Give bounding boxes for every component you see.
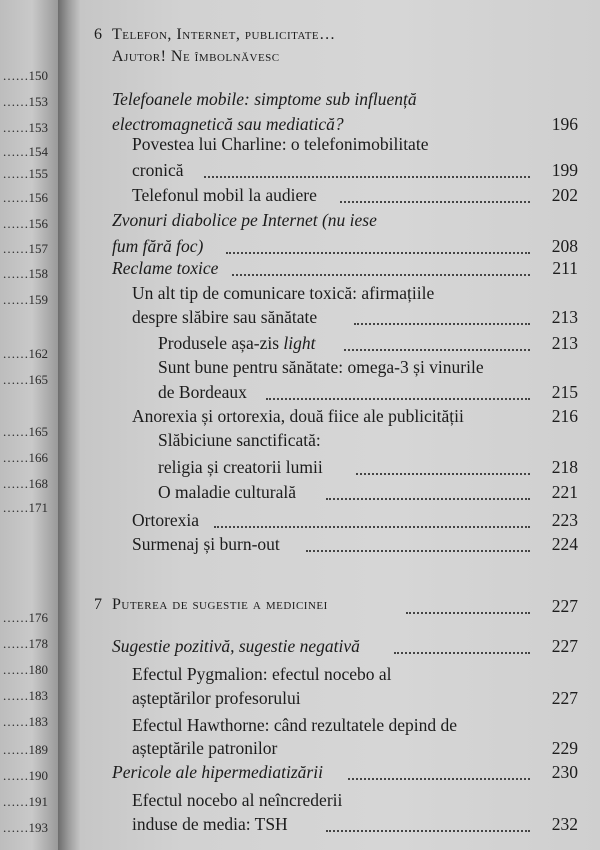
left-page-number: ……189 [2, 742, 48, 757]
left-page-number-value: 193 [28, 820, 48, 835]
toc-entry-page: 213 [551, 307, 578, 327]
book-gutter [58, 0, 80, 850]
left-page-number-value: 156 [28, 216, 48, 231]
toc-entry-page: 213 [551, 333, 578, 353]
left-page-number: ……193 [2, 820, 48, 835]
left-page-number: ……165 [2, 372, 48, 387]
dot-leader [326, 828, 530, 832]
left-page-number: ……168 [2, 476, 48, 491]
toc-entry-page: 224 [551, 534, 578, 554]
dot-leader [204, 174, 530, 178]
left-page-number: ……178 [2, 636, 48, 651]
left-page-number: ……153 [2, 120, 48, 135]
toc-entry [94, 790, 578, 812]
left-page-number-value: 168 [28, 476, 48, 491]
left-page-number: ……150 [2, 68, 48, 83]
toc-entry-page: 223 [551, 510, 578, 530]
toc-entry [94, 283, 578, 305]
toc-entry [94, 457, 578, 479]
toc-entry [94, 430, 578, 452]
chapter-page: 227 [551, 596, 578, 616]
left-page-number: ……157 [2, 241, 48, 256]
toc-entry-page: 196 [551, 114, 578, 134]
toc-entry-text [158, 333, 315, 354]
toc-entry-page: 218 [551, 457, 578, 477]
left-page-number: ……190 [2, 768, 48, 783]
dot-leader [356, 471, 530, 475]
left-page-number: ……165 [2, 424, 48, 439]
dot-leader [232, 272, 530, 276]
left-page-number-value: 157 [28, 241, 48, 256]
toc-entry-text: Ortorexia [132, 510, 200, 530]
left-page-number-value: 154 [28, 144, 48, 159]
left-page-number-value: 150 [28, 68, 48, 83]
toc-entry-page: 227 [551, 688, 578, 708]
toc-entry-text: Reclame toxice [112, 258, 219, 278]
toc-entry-page: 216 [551, 406, 578, 426]
toc-entry-text-italic: light [283, 333, 316, 353]
toc-entry-page: 232 [551, 814, 578, 834]
toc-entry-text: Sunt bune pentru sănătate: omega-3 și vinurile [158, 357, 484, 377]
left-page-number-value: 158 [28, 266, 48, 281]
toc-entry [94, 482, 578, 504]
toc-entry-text: Efectul Pygmalion: efectul nocebo al [132, 664, 392, 684]
toc-entry-page: 230 [551, 762, 578, 782]
dot-leader [354, 321, 530, 325]
left-page-number: ……176 [2, 610, 48, 625]
toc-entry [94, 160, 578, 182]
chapter-title: Puterea de sugestie a medicinei [112, 596, 328, 613]
toc-entry [94, 510, 578, 532]
toc-entry-text: Telefoanele mobile: simptome sub influență [112, 89, 417, 109]
toc-entry [94, 664, 578, 686]
toc-entry-text: Povestea lui Charline: o telefonimobilitate [132, 134, 429, 154]
dot-leader [326, 496, 530, 500]
dot-leader [406, 610, 530, 614]
left-page-number: ……171 [2, 500, 48, 515]
toc-entry [94, 814, 578, 836]
toc-entry-text: Un alt tip de comunicare toxică: afirmațiile [132, 283, 435, 303]
toc-entry-text-regular: Produsele așa-zis [158, 333, 284, 353]
left-page-number: ……183 [2, 714, 48, 729]
dot-leader [394, 650, 530, 654]
toc-entry-text: așteptărilor profesorului [132, 688, 301, 708]
toc-entry [94, 357, 578, 379]
left-page-number: ……191 [2, 794, 48, 809]
toc-entry-text: Efectul Hawthorne: când rezultatele depind de [132, 715, 458, 735]
toc-entry [94, 636, 578, 658]
chapter-number: 7 [94, 596, 102, 613]
toc-entry-text: fum fără foc) [112, 236, 204, 256]
left-page-number-value: 178 [28, 636, 48, 651]
left-page-number-value: 162 [28, 346, 48, 361]
toc-entry-text: Efectul nocebo al neîncrederii [132, 790, 343, 810]
toc-entry-page: 229 [551, 738, 578, 758]
toc-entry [94, 134, 578, 156]
toc-entry-page: 227 [551, 636, 578, 656]
left-page-number-value: 183 [28, 688, 48, 703]
toc-entry-text: Telefonul mobil la audiere [132, 185, 317, 205]
dot-leader [226, 250, 530, 254]
chapter-title-line-2: Ajutor! Ne îmbolnăvesc [112, 48, 280, 65]
left-page-number-value: 153 [28, 94, 48, 109]
left-page-number-value: 180 [28, 662, 48, 677]
left-page-number-value: 171 [28, 500, 48, 515]
dot-leader [348, 776, 530, 780]
dot-leader [214, 524, 530, 528]
dot-leader [344, 347, 530, 351]
dot-leader [266, 396, 530, 400]
toc-entry-text: induse de media: TSH [132, 814, 288, 834]
left-page-number-value: 153 [28, 120, 48, 135]
toc-entry-text: cronică [132, 160, 184, 180]
left-page-number-value: 159 [28, 292, 48, 307]
toc-entry-page: 215 [551, 382, 578, 402]
left-page-number-value: 176 [28, 610, 48, 625]
left-page-number-value: 165 [28, 372, 48, 387]
toc-entry [94, 236, 578, 258]
toc-entry-text: O maladie culturală [158, 482, 296, 502]
toc-entry-text: de Bordeaux [158, 382, 247, 402]
left-page-number: ……166 [2, 450, 48, 465]
chapter-title-line-1: Telefon, Internet, publicitate… [112, 26, 336, 43]
toc-entry-text: Sugestie pozitivă, sugestie negativă [112, 636, 360, 656]
left-page-number-value: 156 [28, 190, 48, 205]
left-page-number: ……183 [2, 688, 48, 703]
toc-entry [94, 738, 578, 760]
left-page-number-value: 165 [28, 424, 48, 439]
toc-entry [94, 715, 578, 737]
chapter-7-heading [94, 596, 578, 618]
toc-entry-page: 199 [551, 160, 578, 180]
left-page-edge [0, 0, 58, 850]
left-page-number-value: 183 [28, 714, 48, 729]
left-page-number: ……159 [2, 292, 48, 307]
left-page-number-value: 166 [28, 450, 48, 465]
toc-entry-page: 211 [552, 258, 578, 278]
toc-entry-page: 202 [551, 185, 578, 205]
toc-entry [94, 210, 578, 232]
toc-entry-text: Anorexia și ortorexia, două fiice ale publicității [132, 406, 464, 426]
left-page-number: ……154 [2, 144, 48, 159]
dot-leader [340, 199, 530, 203]
toc-entry-text: Surmenaj și burn-out [132, 534, 280, 554]
left-page-number-value: 190 [28, 768, 48, 783]
chapter-6-heading-line-2 [94, 48, 578, 70]
left-page-number-value: 191 [28, 794, 48, 809]
left-page-number-value: 189 [28, 742, 48, 757]
left-page-number: ……180 [2, 662, 48, 677]
toc-entry-page: 221 [551, 482, 578, 502]
toc-entry-text: religia și creatorii lumii [158, 457, 323, 477]
toc-entry [94, 688, 578, 710]
chapter-6-heading [94, 26, 578, 48]
toc-entry-page: 208 [551, 236, 578, 256]
dot-leader [306, 548, 530, 552]
table-of-contents [94, 0, 578, 850]
toc-entry-text: Zvonuri diabolice pe Internet (nu iese [112, 210, 377, 230]
toc-entry [94, 307, 578, 329]
toc-entry [94, 762, 578, 784]
toc-entry-text: Slăbiciune sanctificată: [158, 430, 321, 450]
left-page-number: ……155 [2, 166, 48, 181]
left-page-number: ……162 [2, 346, 48, 361]
toc-entry-text: Pericole ale hipermediatizării [112, 762, 323, 782]
toc-entry [94, 534, 578, 556]
toc-entry-text: așteptările patronilor [132, 738, 278, 758]
left-page-number: ……156 [2, 190, 48, 205]
toc-entry [94, 382, 578, 404]
toc-entry-text: electromagnetică sau mediatică? [112, 114, 344, 134]
toc-entry [94, 258, 578, 280]
left-page-number: ……153 [2, 94, 48, 109]
chapter-number: 6 [94, 26, 102, 43]
toc-entry [94, 114, 578, 136]
left-page-number: ……156 [2, 216, 48, 231]
left-page-number: ……158 [2, 266, 48, 281]
toc-entry-text: despre slăbire sau sănătate [132, 307, 318, 327]
toc-entry [94, 89, 578, 111]
toc-entry [94, 406, 578, 428]
toc-entry [94, 185, 578, 207]
toc-entry [94, 333, 578, 355]
left-page-number-value: 155 [28, 166, 48, 181]
